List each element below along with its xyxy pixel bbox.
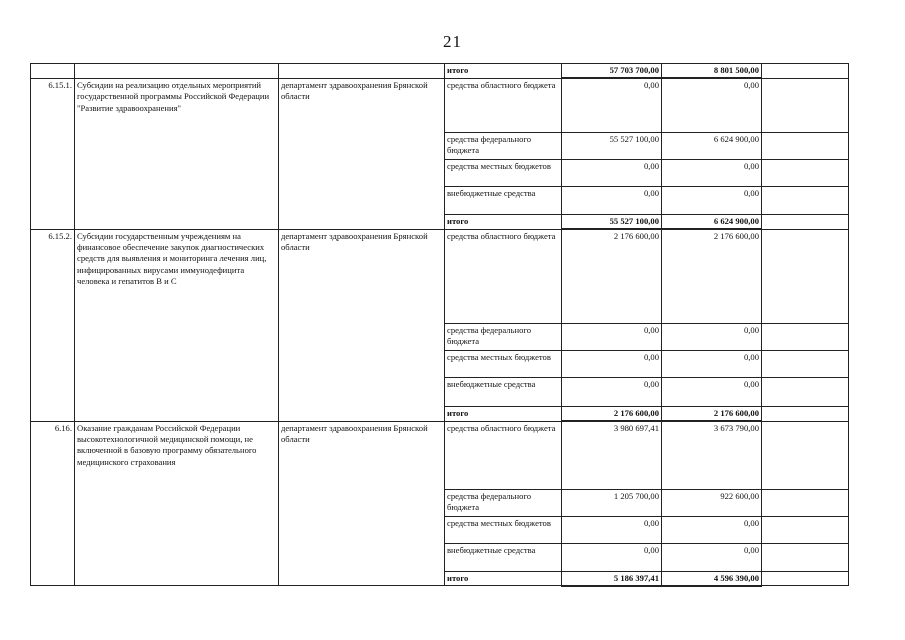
amount-value-1: 3 980 697,41 (562, 421, 662, 489)
amount-value-2: 0,00 (662, 159, 762, 186)
amount-value-2: 0,00 (662, 377, 762, 406)
amount-value-1: 0,00 (562, 78, 662, 132)
amount-value-2: 6 624 900,00 (662, 132, 762, 159)
amount-value-2: 0,00 (662, 350, 762, 377)
total-value-2: 8 801 500,00 (662, 64, 762, 79)
amount-value-1: 0,00 (562, 186, 662, 214)
amount-value-2: 0,00 (662, 543, 762, 571)
amount-value-1: 0,00 (562, 159, 662, 186)
item-description: Субсидии на реализацию отдельных мероприятий государственной программы Российской Федерации "Развитие здравоохранения" (75, 78, 279, 229)
amount-value-1: 0,00 (562, 516, 662, 543)
total-value-1: 55 527 100,00 (562, 214, 662, 229)
amount-value-1: 0,00 (562, 543, 662, 571)
amount-value-2: 922 600,00 (662, 489, 762, 516)
funding-source: внебюджетные средства (445, 377, 562, 406)
funding-source: средства федерального бюджета (445, 132, 562, 159)
total-label: итого (445, 214, 562, 229)
total-value-1: 5 186 397,41 (562, 571, 662, 586)
table-row (31, 421, 849, 489)
total-label: итого (445, 406, 562, 421)
funding-source: средства областного бюджета (445, 421, 562, 489)
item-executor: департамент здравоохранения Брянской области (279, 78, 445, 229)
item-executor: департамент здравоохранения Брянской области (279, 421, 445, 586)
amount-value-2: 0,00 (662, 186, 762, 214)
funding-source: внебюджетные средства (445, 186, 562, 214)
budget-table (30, 63, 849, 587)
total-value-2: 4 596 390,00 (662, 571, 762, 586)
funding-source: средства областного бюджета (445, 78, 562, 132)
funding-source: средства федерального бюджета (445, 489, 562, 516)
funding-source: средства местных бюджетов (445, 159, 562, 186)
amount-value-2: 0,00 (662, 323, 762, 350)
amount-value-1: 0,00 (562, 323, 662, 350)
funding-source: средства федерального бюджета (445, 323, 562, 350)
table-row (31, 78, 849, 132)
total-value-2: 6 624 900,00 (662, 214, 762, 229)
total-label: итого (445, 64, 562, 79)
funding-source: средства областного бюджета (445, 229, 562, 323)
total-value-1: 57 703 700,00 (562, 64, 662, 79)
item-number: 6.15.2. (31, 229, 75, 421)
funding-source: средства местных бюджетов (445, 350, 562, 377)
amount-value-1: 2 176 600,00 (562, 229, 662, 323)
amount-value-2: 2 176 600,00 (662, 229, 762, 323)
total-value-2: 2 176 600,00 (662, 406, 762, 421)
item-description: Субсидии государственным учреждениям на финансовое обеспечение закупок диагностических средств для выявления и мониторинга лечения лиц, инфицированных вирусами иммунодефицита человека и гепатитов В и С (75, 229, 279, 421)
page-number: 21 (443, 32, 462, 51)
item-executor: департамент здравоохранения Брянской области (279, 229, 445, 421)
amount-value-1: 0,00 (562, 377, 662, 406)
item-number: 6.15.1. (31, 78, 75, 229)
item-description: Оказание гражданам Российской Федерации высокотехнологичной медицинской помощи, не включенной в базовую программу обязательного медицинского страхования (75, 421, 279, 586)
amount-value-2: 0,00 (662, 516, 762, 543)
amount-value-2: 0,00 (662, 78, 762, 132)
table-row (31, 229, 849, 323)
funding-source: внебюджетные средства (445, 543, 562, 571)
total-value-1: 2 176 600,00 (562, 406, 662, 421)
amount-value-2: 3 673 790,00 (662, 421, 762, 489)
carried-total-row (31, 64, 849, 79)
amount-value-1: 0,00 (562, 350, 662, 377)
funding-source: средства местных бюджетов (445, 516, 562, 543)
amount-value-1: 55 527 100,00 (562, 132, 662, 159)
total-label: итого (445, 571, 562, 586)
amount-value-1: 1 205 700,00 (562, 489, 662, 516)
item-number: 6.16. (31, 421, 75, 586)
